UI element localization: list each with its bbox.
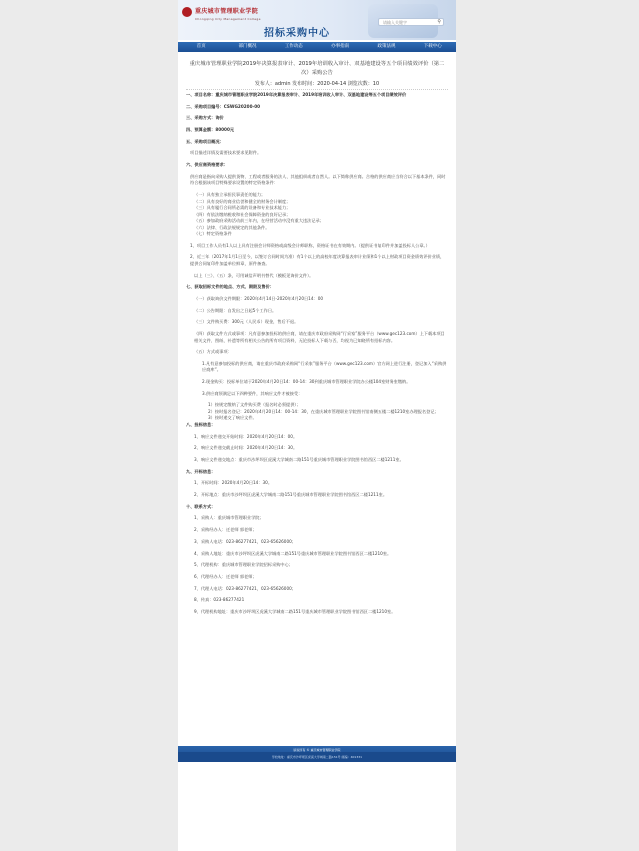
nav-item-department[interactable]: 部门概况 [238, 44, 257, 49]
footer-address: 学校地址：重庆市沙坪坝区虎溪大学城南二路151号 邮编：401331 [178, 752, 456, 762]
section-heading: 八、投标信息： [186, 421, 216, 427]
section-heading: 六、供应商资格要求： [186, 162, 228, 168]
site-title: 招标采购中心 [264, 28, 330, 39]
paragraph: 1、响应文件递交开始时间：2020年4月20日14：00。 [194, 433, 298, 439]
paragraph: 2.现金购买：投标单位请于2020年4月20日14：00-14：30到重庆城市管理职业学院办公楼104室财务室缴纳。 [202, 379, 411, 385]
logo-subtext: Chongqing City Management College [195, 16, 261, 21]
paragraph: （四）获取文件方式或事项：凡有意参加投标的供应商，请在重庆市政府采购网“行采家”服务平台（www.gec123.com）上下载本项目相关文件、图纸、补遗等所有相关公告的所有项目资料，无论投标人下载与否，均视为已知晓所有招标内容。 [194, 331, 445, 343]
paragraph: 1）按规定缴纳了文件购买费（报名时必须提供）； [208, 402, 301, 408]
paragraph: （五）方式或事项： [194, 349, 232, 355]
article-meta: 发布人：admin 发布时间：2020-04-14 浏览次数：10 [254, 81, 380, 87]
paragraph: 3、采购人电话：023-86277421，023-65626000； [194, 538, 296, 544]
paragraph: 4、采购人地址：重庆市沙坪坝区虎溪大学城南二路151号重庆城市管理职业学院图书馆西区二楼1210室。 [194, 550, 392, 556]
section-heading: 三、采购方式：询价 [186, 115, 224, 121]
search-icon[interactable]: ⚲ [437, 19, 441, 25]
paragraph: 2、采购经办人：迁老师 郭老师； [194, 527, 257, 533]
paragraph: 1、开标时间：2020年4月20日14：30。 [194, 480, 273, 486]
search-placeholder: 请输入关键字 [383, 20, 407, 25]
nav-item-guide[interactable]: 办事指南 [331, 44, 350, 49]
paragraph: （七）特定资格条件 [194, 231, 232, 236]
paragraph: 3.供应商须满足以下四种要件，其响应文件才被接受： [202, 390, 303, 396]
paragraph: （五）参加政府采购活动前三年内，在经营活动中没有重大违法记录； [194, 218, 324, 223]
paragraph: （四）有依法缴纳税收和社会保障资金的良好记录； [194, 211, 291, 217]
paragraph: （三）具有履行合同所必需的设备和专业技术能力； [194, 205, 291, 210]
divider [186, 89, 448, 90]
paragraph: （二）公告期限：自发出之日起5个工作日。 [194, 307, 277, 313]
article-body [186, 92, 448, 621]
section-heading: 九、开标信息： [186, 468, 216, 474]
nav-item-news[interactable]: 工作动态 [284, 44, 303, 49]
section-heading: 十、联系方式： [186, 503, 216, 509]
paragraph: （一）具有独立承担民事责任的能力； [194, 192, 266, 197]
paragraph: 6、代理经办人：迁老师 郭老师； [194, 573, 257, 579]
main-nav [178, 42, 456, 52]
paragraph: 9、代理机构地址：重庆市沙坪坝区虎溪大学城南二路151号重庆城市管理职业学院图书馆西区二楼1210室。 [194, 608, 396, 614]
paragraph: 2、近三年（2017年1月1日至今，以签订合同时间为准）有1个以上的高校年度决算报表审计业绩和1个以上财政项目资金绩效评价业绩，提供合同复印件加盖单位鲜章，原件备查。 [190, 254, 445, 266]
college-emblem-icon [182, 7, 192, 17]
search-input[interactable] [378, 18, 444, 26]
paragraph: 项目描述详情及需要技术要求见附件。 [190, 150, 262, 156]
section-heading: 二、采购项目编号：CSWG20200-00 [186, 103, 261, 109]
paragraph: 1.凡有意参加投标的供应商，请在重庆市政府采购网“行采家”服务平台（www.gec123.com）官方网上进行注册，登记加入“采购供应商库”。 [202, 360, 447, 373]
paragraph: （二）具有良好的商业信誉和健全的财务会计制度； [194, 198, 291, 204]
paragraph: 3、响应文件递交地点：重庆市沙坪坝区虎溪大学城南二路151号重庆城市管理职业学院图书馆西区二楼1211室。 [194, 457, 404, 462]
header-banner [178, 0, 456, 40]
section-heading: 四、预算金额：80000元 [186, 127, 235, 133]
paragraph: 供应商是指向采购人提供货物、工程或者服务的法人、其他组织或者自然人。以下简称供应商。合格的供应商应当符合以下基本条件，同时符合根据该项目特殊要求设置的特定资格条件： [190, 173, 446, 186]
article-title: 重庆城市管理职业学院2019年决算报表审计、2019年培训收入审计、双基地建设等五个项目绩效评价（第二次）采购公告 [189, 61, 445, 76]
paragraph: （三）文件购买费：300元（人民币）现金，售后不退。 [194, 319, 299, 325]
section-heading: 七、获取招标文件的地点、方式、期限及售价： [186, 284, 274, 290]
paragraph: （六）法律、行政法规规定的其他条件。 [194, 224, 270, 230]
paragraph: 2、响应文件递交截止时间：2020年4月20日14：30。 [194, 445, 298, 451]
paragraph: 8、传真：023-86277421 [194, 597, 245, 603]
paragraph: 1、采购人：重庆城市管理职业学院； [194, 515, 264, 521]
paragraph: 5、代理机构：重庆城市管理职业学院招标采购中心； [194, 562, 293, 568]
footer-copyright: 版权所有 © 重庆城市管理职业学院 [293, 748, 341, 752]
section-heading: 五、采购项目概况： [186, 138, 224, 144]
paragraph: 2、开标地点：重庆市沙坪坝区虎溪大学城南二路151号重庆城市管理职业学院图书馆西区二楼1211室。 [194, 492, 388, 498]
nav-item-download[interactable]: 下载中心 [423, 44, 442, 49]
section-heading: 一、项目名称：重庆城市管理职业学院2019年决算报表审计、2019年培训收入审计、双基地建设等五个项目绩效评价 [186, 92, 407, 97]
paragraph: 1、项目工作人员有1人以上具有注册会计师资格或高级会计师职称，资格证书在有效期内。（提供证书复印件并加盖投标人公章。） [190, 242, 430, 248]
paragraph: 以上（三）、（五）条，可用诚信声明书替代（模板见询价文件）。 [194, 272, 314, 278]
paragraph: 3）按时递交了响应文件。 [208, 415, 257, 421]
college-logo[interactable] [182, 6, 261, 21]
logo-text: 重庆城市管理职业学院 [195, 8, 259, 15]
paragraph: 7、代理人电话：023-86277421，023-65626000； [194, 585, 296, 591]
page-container [178, 0, 456, 851]
nav-item-home[interactable]: 首页 [196, 44, 206, 49]
nav-item-policy[interactable]: 政策法规 [377, 44, 396, 49]
paragraph: 2）按时报名登记：2020年4月20日14：00-14：30，在重庆城市管理职业学院图书馆南侧五楼二楼1210室办理报名登记； [208, 408, 439, 414]
paragraph: （一）获取询价文件期限：2020年4月14日-2020年4月20日14：00 [194, 295, 324, 301]
